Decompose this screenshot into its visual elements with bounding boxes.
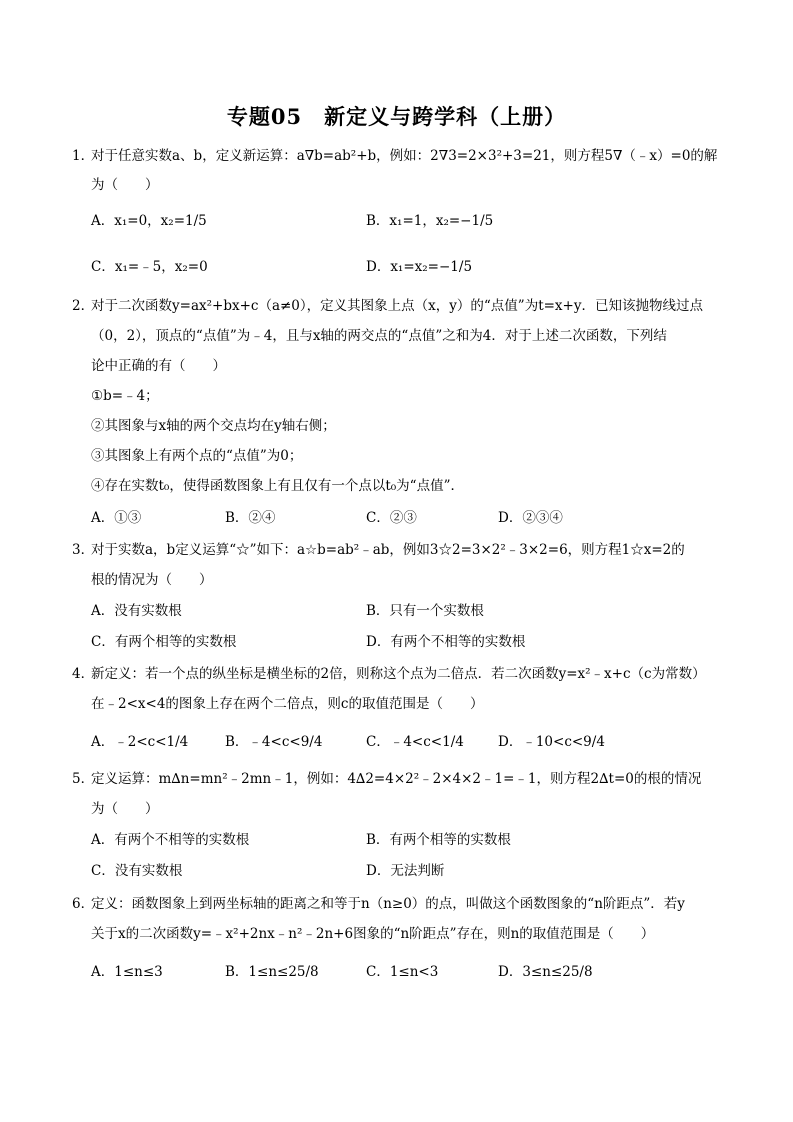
question-2-statement-1: ①b=﹣4；	[91, 388, 159, 404]
question-1-number: 1．	[72, 148, 95, 164]
question-5-option-c: C．没有实数根	[91, 863, 183, 879]
question-6-line-2: 关于x的二次函数y=﹣x²+2nx﹣n²﹣2n+6图象的“n阶距点”存在，则n的取值范围是（ ）	[91, 926, 655, 942]
question-4-line-2: 在﹣2<x<4的图象上存在两个二倍点，则c的取值范围是（ ）	[91, 696, 484, 712]
question-2-statement-2: ②其图象与x轴的两个交点均在y轴右侧；	[91, 418, 336, 434]
question-4-option-c: C．﹣4<c<1/4	[366, 734, 464, 750]
question-3-option-b: B．只有一个实数根	[366, 603, 484, 619]
question-2-line-3: 论中正确的有（ ）	[91, 358, 226, 374]
question-3-option-c: C．有两个相等的实数根	[91, 634, 237, 650]
question-4-option-d: D．﹣10<c<9/4	[498, 734, 605, 750]
question-3-option-a: A．没有实数根	[91, 603, 182, 619]
question-2-line-2: （0，2），顶点的“点值”为﹣4，且与x轴的两交点的“点值”之和为4．对于上述二次函数，下列结	[91, 328, 667, 344]
question-4-number: 4．	[72, 666, 95, 682]
question-6-option-c: C．1≤n<3	[366, 964, 439, 980]
page-title: 专题05 新定义与跨学科（上册）	[226, 104, 567, 129]
question-1-line-2: 为（ ）	[91, 177, 159, 193]
question-2-number: 2．	[72, 298, 95, 314]
question-1-line-1: 对于任意实数a、b，定义新运算：a∇b=ab²+b，例如：2∇3=2×3²+3=21，则方程5∇（﹣x）=0的解	[91, 148, 718, 164]
question-2-option-d: D．②③④	[498, 510, 563, 526]
question-5-line-1: 定义运算：m∆n=mn²﹣2mn﹣1，例如：4∆2=4×2²﹣2×4×2﹣1=﹣1，则方程2∆t=0的根的情况	[91, 771, 702, 787]
question-2-option-b: B．②④	[225, 510, 276, 526]
question-2-statement-3: ③其图象上有两个点的“点值”为0；	[91, 448, 303, 464]
question-2-option-c: C．②③	[366, 510, 417, 526]
question-1-option-b: B．x₁=1，x₂=−1/5	[366, 213, 494, 229]
question-6-line-1: 定义：函数图象上到两坐标轴的距离之和等于n（n≥0）的点，叫做这个函数图象的“n阶距点”．若y	[91, 896, 685, 912]
question-6-option-a: A．1≤n≤3	[91, 964, 163, 980]
question-6-number: 6．	[72, 896, 95, 912]
question-4-option-b: B．﹣4<c<9/4	[225, 734, 323, 750]
question-3-line-1: 对于实数a，b定义运算“☆”如下：a☆b=ab²﹣ab，例如3☆2=3×2²﹣3×2=6，则方程1☆x=2的	[91, 542, 685, 558]
question-4-option-a: A．﹣2<c<1/4	[91, 734, 189, 750]
question-2-option-a: A．①③	[91, 510, 142, 526]
question-1-option-a: A．x₁=0，x₂=1/5	[91, 213, 207, 229]
question-3-option-d: D．有两个不相等的实数根	[366, 634, 526, 650]
question-1-option-c: C．x₁=﹣5，x₂=0	[91, 259, 208, 275]
question-5-option-d: D．无法判断	[366, 863, 445, 879]
question-5-option-a: A．有两个不相等的实数根	[91, 832, 250, 848]
question-5-option-b: B．有两个相等的实数根	[366, 832, 511, 848]
question-1-option-d: D．x₁=x₂=−1/5	[366, 259, 473, 275]
question-5-line-2: 为（ ）	[91, 801, 159, 817]
question-6-option-b: B．1≤n≤25/8	[225, 964, 319, 980]
question-5-number: 5．	[72, 771, 95, 787]
question-3-line-2: 根的情况为（ ）	[91, 572, 213, 588]
question-6-option-d: D．3≤n≤25/8	[498, 964, 593, 980]
question-3-number: 3．	[72, 542, 95, 558]
question-4-line-1: 新定义：若一个点的纵坐标是横坐标的2倍，则称这个点为二倍点．若二次函数y=x²﹣x+c（c为常数）	[91, 666, 706, 682]
question-2-line-1: 对于二次函数y=ax²+bx+c（a≠0），定义其图象上点（x，y）的“点值”为t=x+y．已知该抛物线过点	[91, 298, 703, 314]
question-2-statement-4: ④存在实数t₀，使得函数图象上有且仅有一个点以t₀为“点值”．	[91, 478, 464, 494]
